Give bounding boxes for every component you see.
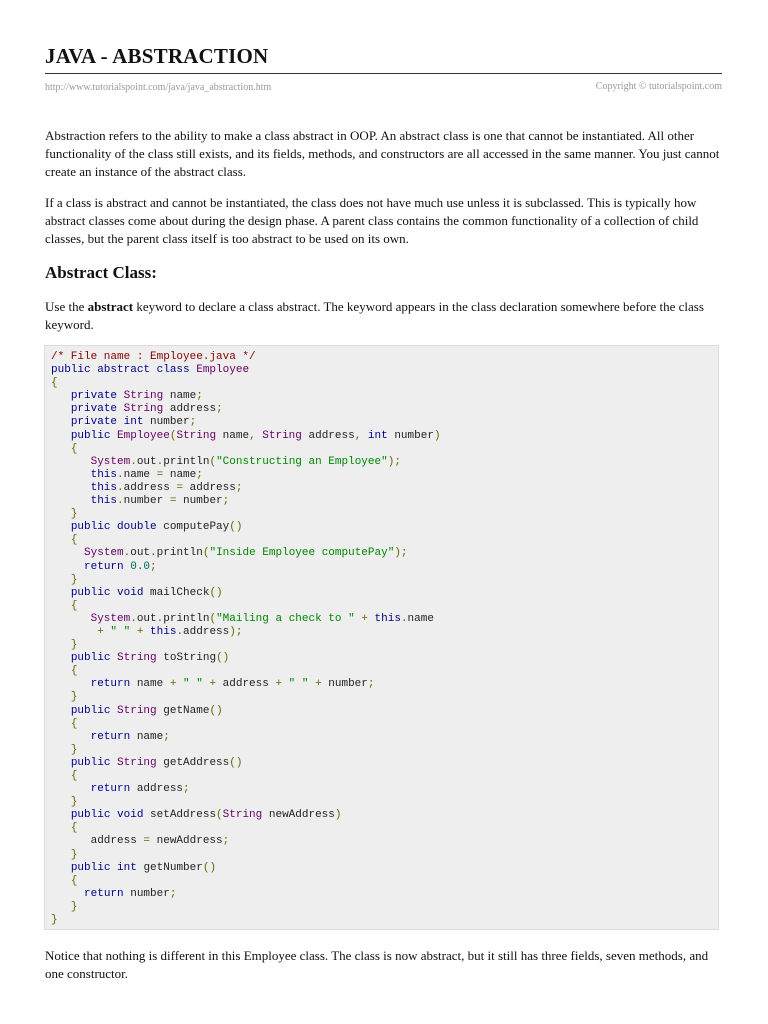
code-token: ); [387, 455, 401, 468]
code-token: number [328, 678, 368, 691]
code-token: = [169, 495, 184, 508]
code-line [51, 639, 441, 652]
code-token [51, 835, 91, 847]
code-token: return [90, 678, 137, 691]
code-token: computePay [163, 521, 230, 534]
code-token [51, 430, 71, 442]
code-token: println [163, 455, 210, 468]
code-token: public void [70, 586, 151, 599]
code-token: String [123, 403, 170, 416]
code-line [51, 888, 441, 901]
code-token: " " [110, 625, 137, 638]
code-line [51, 770, 441, 783]
code-token: } [70, 900, 78, 913]
code-token: } [70, 848, 78, 861]
code-token: println [163, 612, 210, 625]
code-token: public abstract class [51, 364, 197, 377]
code-token: () [209, 704, 223, 717]
code-token: String [117, 704, 164, 717]
code-token: address [308, 429, 355, 442]
code-token: return [84, 887, 131, 900]
code-token: "Constructing an Employee" [216, 455, 388, 468]
code-token: name [169, 390, 197, 403]
code-line [51, 508, 441, 521]
code-token: Employee [196, 364, 250, 377]
code-token: name [407, 612, 434, 625]
code-token: ; [163, 730, 170, 743]
abstract-keyword-paragraph [45, 298, 725, 334]
code-token: out [136, 612, 157, 625]
code-token: "Inside Employee computePay" [209, 547, 395, 560]
code-token: this [150, 625, 177, 638]
code-token: + [361, 612, 375, 625]
code-token: . [130, 612, 137, 625]
code-token: private [70, 390, 124, 403]
code-token: ; [196, 390, 203, 403]
code-token: System [90, 612, 131, 625]
code-token [51, 822, 71, 834]
code-token [51, 665, 71, 677]
code-token: public [70, 429, 118, 442]
code-token: ; [222, 835, 230, 848]
code-token: ; [150, 560, 157, 573]
code-line [51, 456, 441, 469]
code-line [51, 914, 441, 927]
code-token [51, 587, 71, 599]
code-token: String [117, 652, 164, 665]
code-token: number [183, 495, 223, 508]
code-line [51, 613, 441, 626]
intro-paragraph-2: If a class is abstract and cannot be instantiated, the class does not have much use unless it is subclassed. This is typically how abstract classes come about during the design phase. A parent class contains the common functionality of a collection of child classes, but the parent class itself is too abstract to be used on its own. [45, 195, 699, 246]
code-token [51, 862, 71, 874]
code-token: } [51, 914, 58, 927]
code-token: name [222, 429, 250, 442]
code-line [51, 416, 441, 429]
code-line [51, 718, 441, 731]
source-url[interactable]: http://www.tutorialspoint.com/java/java_abstraction.htm [45, 82, 272, 93]
code-token: return [90, 730, 137, 743]
code-token: . [176, 625, 184, 638]
code-token [51, 705, 71, 717]
code-listing [51, 351, 441, 927]
code-token: { [51, 377, 58, 390]
code-line [51, 705, 441, 718]
code-token: () [216, 652, 230, 665]
code-line [51, 521, 441, 534]
code-line [51, 469, 441, 482]
code-token: "Mailing a check to " [216, 612, 362, 625]
code-line [51, 849, 441, 862]
code-token [51, 443, 71, 455]
code-token: } [70, 573, 78, 586]
code-token: { [70, 770, 78, 782]
code-line [51, 495, 441, 508]
code-token: getName [163, 704, 210, 717]
code-token [51, 534, 71, 546]
code-token [51, 456, 91, 468]
code-token [51, 403, 71, 415]
code-token: setAddress [150, 809, 217, 822]
code-token: = [176, 481, 190, 494]
paragraph-text-end: keyword to declare a class abstract. The keyword appears in the class declaration somewhere before the class keyword. [45, 299, 704, 332]
code-token: . [150, 547, 157, 560]
code-token: . [123, 547, 131, 560]
code-token: this [90, 468, 118, 481]
code-token: { [70, 665, 78, 678]
code-token: + [169, 678, 184, 691]
code-token: public [70, 756, 118, 769]
code-token [51, 783, 91, 795]
code-token: return [90, 783, 137, 796]
code-token: String [262, 429, 309, 442]
code-token: ( [216, 809, 223, 822]
code-token: . [400, 612, 408, 625]
code-token: name [169, 468, 197, 481]
code-token: ; [222, 495, 230, 508]
code-token: { [70, 442, 78, 455]
code-token: ) [334, 809, 342, 822]
code-token: name [123, 468, 157, 481]
code-token: } [70, 796, 78, 809]
code-line [51, 796, 441, 809]
code-token: { [70, 534, 78, 547]
code-token: private [70, 403, 124, 416]
code-line [51, 757, 441, 770]
code-token: } [70, 639, 78, 652]
code-line [51, 482, 441, 495]
code-token: private int [70, 416, 151, 429]
abstract-keyword: abstract [87, 299, 134, 314]
code-line [51, 574, 441, 587]
code-token: . [156, 455, 164, 468]
code-token: this [90, 495, 118, 508]
code-token: } [70, 508, 78, 521]
code-token: String [222, 809, 269, 822]
code-line [51, 691, 441, 704]
code-token: () [209, 586, 223, 599]
code-token: + [97, 625, 111, 638]
code-token: newAddress [156, 835, 223, 848]
code-token: . [130, 455, 137, 468]
code-token [51, 626, 97, 638]
code-token: ; [189, 416, 197, 429]
code-token: ; [169, 887, 177, 900]
code-line [51, 377, 441, 390]
title-divider [45, 73, 722, 74]
page-title: JAVA - ABSTRACTION [45, 44, 269, 68]
copyright-notice: Copyright © tutorialspoint.com [595, 81, 722, 92]
code-token: ( [209, 612, 217, 625]
code-token: + [315, 678, 329, 691]
code-token: + [209, 678, 223, 691]
code-token: address [189, 481, 236, 494]
code-token: name [136, 678, 170, 691]
code-token [51, 691, 71, 703]
code-token: () [229, 521, 243, 534]
code-token: mailCheck [150, 586, 210, 599]
code-token: out [136, 455, 157, 468]
code-token: number [150, 416, 190, 429]
code-token: ; [235, 481, 243, 494]
closing-paragraph: Notice that nothing is different in this Employee class. The class is now abstract, but it still has three fields, seven methods, and one constructor. [45, 948, 709, 981]
code-token: String [117, 756, 164, 769]
code-token [51, 416, 71, 428]
code-line [51, 351, 441, 364]
code-token: , [249, 429, 263, 442]
code-token: 0.0 [130, 560, 151, 573]
code-token: return [84, 560, 131, 573]
code-token: . [156, 612, 164, 625]
code-token: ( [209, 455, 217, 468]
code-line [51, 835, 441, 848]
code-token [51, 809, 71, 821]
code-token: + [275, 678, 289, 691]
code-token: ( [169, 429, 177, 442]
code-token [51, 613, 91, 625]
code-token [51, 744, 71, 756]
code-token: String [123, 390, 170, 403]
code-token [51, 678, 91, 690]
code-line [51, 534, 441, 547]
code-token: public int [70, 861, 144, 874]
code-line [51, 403, 441, 416]
code-token: ); [394, 547, 408, 560]
code-token: address [183, 625, 230, 638]
code-line [51, 547, 441, 560]
code-token: Employee [117, 429, 170, 442]
code-token: { [70, 874, 78, 887]
code-token: String [176, 429, 223, 442]
code-token: number [394, 429, 434, 442]
code-token: { [70, 599, 78, 612]
code-token: address [123, 481, 177, 494]
code-line [51, 901, 441, 914]
code-token [51, 495, 91, 507]
code-token: " " [288, 678, 316, 691]
code-token: ; [183, 783, 190, 796]
code-token: () [229, 756, 243, 769]
code-token: System [84, 547, 124, 560]
code-token: public double [70, 521, 164, 534]
code-line [51, 600, 441, 613]
code-token: public void [70, 809, 151, 822]
code-token [51, 600, 71, 612]
code-token [51, 508, 71, 520]
code-token [51, 482, 91, 494]
code-token: address [222, 678, 276, 691]
code-token: () [202, 861, 217, 874]
code-token: getAddress [163, 756, 230, 769]
code-token [51, 849, 71, 861]
code-token: name [136, 730, 164, 743]
code-token: System [90, 455, 131, 468]
code-token: public [70, 652, 118, 665]
code-line [51, 443, 441, 456]
intro-paragraph-1: Abstraction refers to the ability to make a class abstract in OOP. An abstract class is one that cannot be instantiated. All other functionality of the class still exists, and its fields, methods, and constructors are all accessed in the same manner. You just cannot create an instance of the abstract class. [45, 128, 720, 179]
code-token [51, 547, 84, 559]
code-token [51, 639, 71, 651]
code-token: . [117, 481, 124, 494]
code-token: + [136, 625, 151, 638]
code-token: , [354, 429, 368, 442]
code-token: . [117, 468, 124, 481]
code-token: this [374, 612, 401, 625]
code-token: int [367, 429, 395, 442]
code-token [51, 875, 71, 887]
code-token: number [130, 887, 170, 900]
code-token [51, 770, 71, 782]
code-token [51, 901, 71, 913]
code-token: /* File name : Employee.java */ [51, 351, 256, 363]
code-token: public [70, 704, 118, 717]
code-token: ); [229, 625, 243, 638]
code-token: address [136, 783, 184, 796]
code-token [51, 521, 71, 533]
code-token [51, 888, 84, 900]
code-token: newAddress [268, 809, 335, 822]
code-token [51, 796, 71, 808]
code-token: address [90, 835, 144, 848]
section-heading: Abstract Class: [45, 263, 157, 282]
code-line [51, 783, 441, 796]
code-token: { [70, 822, 78, 835]
code-token [51, 469, 91, 481]
code-token: " " [183, 678, 210, 691]
code-line [51, 561, 441, 574]
code-line [51, 430, 441, 443]
code-token: address [169, 403, 217, 416]
code-token: out [130, 547, 151, 560]
code-token: toString [163, 652, 217, 665]
code-line [51, 875, 441, 888]
code-token: ) [433, 429, 441, 442]
code-line [51, 390, 441, 403]
code-token [51, 574, 71, 586]
code-line [51, 809, 441, 822]
code-line [51, 862, 441, 875]
code-token [51, 390, 71, 402]
code-token [51, 718, 71, 730]
code-line [51, 587, 441, 600]
code-line [51, 364, 441, 377]
code-line [51, 822, 441, 835]
code-token: this [90, 481, 118, 494]
code-line [51, 744, 441, 757]
code-line [51, 665, 441, 678]
code-token [51, 652, 71, 664]
code-line [51, 678, 441, 691]
code-line [51, 626, 441, 639]
code-token: number [123, 495, 170, 508]
code-token: ; [196, 468, 203, 481]
code-token: { [70, 717, 78, 730]
code-token: } [70, 691, 78, 704]
code-token: getNumber [143, 861, 203, 874]
code-token [51, 757, 71, 769]
paragraph-text-start: Use the [45, 299, 88, 314]
code-token: = [143, 835, 157, 848]
code-token: } [70, 743, 78, 756]
code-token: ; [367, 678, 375, 691]
code-token: ( [202, 547, 210, 560]
code-line [51, 652, 441, 665]
code-block [44, 345, 719, 930]
code-token: println [156, 547, 203, 560]
code-token [51, 731, 91, 743]
code-token: ; [216, 403, 223, 416]
code-token [51, 561, 84, 573]
code-token: . [117, 495, 124, 508]
code-token: = [156, 468, 170, 481]
code-line [51, 731, 441, 744]
